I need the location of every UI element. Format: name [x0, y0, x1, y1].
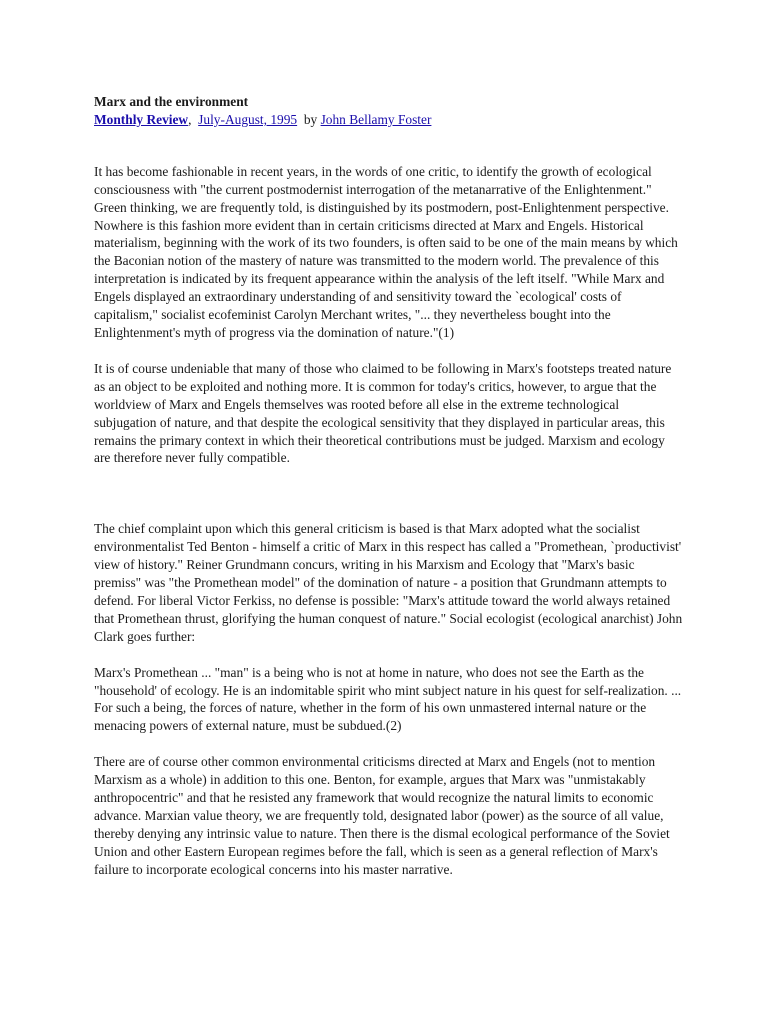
block-quote: Marx's Promethean ... "man" is a being who is not at home in nature, who does not see the Earth as the "household' of ecology. He is an indomitable spirit who mint subject nature in his quest for self-realization. ... For such a being, the forces of nature, whether in the form of his own unmastered internal nature or the menacing powers of external nature, must be subdued.(2) [94, 664, 682, 734]
paragraph-1: It has become fashionable in recent years, in the words of one critic, to identify the growth of ecological consciousness with "the current postmodernist interrogation of the metanarrative of the Enlightenment." Green thinking, we are frequently told, is distinguished by its postmodern, post-Enlightenment perspective. Nowhere is this fashion more evident than in certain criticisms directed at Marx and Engels. Historical materialism, beginning with the work of its two founders, is often said to be one of the main means by which the Baconian notion of the mastery of nature was transmitted to the modern world. The prevalence of this interpretation is indicated by its frequent appearance within the analysis of the left itself. "While Marx and Engels displayed an extraordinary understanding of and sensitivity toward the `ecological' costs of capitalism," socialist ecofeminist Carolyn Merchant writes, "... they nevertheless bought into the Enlightenment's myth of progress via the domination of nature."(1) [94, 163, 678, 340]
author-link[interactable]: John Bellamy Foster [320, 111, 432, 127]
publication-link[interactable]: Monthly Review [94, 111, 189, 127]
byline [94, 111, 684, 129]
paragraph-3: The chief complaint upon which this general criticism is based is that Marx adopted what the socialist environmentalist Ted Benton - himself a critic of Marx in this respect has called a "Promethean, `productivist' view of history." Reiner Grundmann concurs, writing in his Marxism and Ecology that "Marx's basic premiss" was "the Promethean model" of the domination of nature - a position that Grundmann attempts to defend. For liberal Victor Ferkiss, no defense is possible: "Marx's attitude toward the world always retained that Promethean thrust, glorifying the human conquest of nature." Social ecologist (ecological anarchist) John Clark goes further: [94, 521, 683, 644]
issue-link[interactable]: July-August, 1995 [198, 111, 298, 127]
paragraph-5: There are of course other common environmental criticisms directed at Marx and Engels (not to mention Marxism as a whole) in addition to this one. Benton, for example, argues that Marx was "unmistakably anthropocentric" and that he resisted any framework that would recognize the natural limits to economic advance. Marxian value theory, we are frequently told, designated labor (power) as the source of all value, thereby denying any intrinsic value to nature. Then there is the dismal ecological performance of the Soviet Union and other Eastern European regimes before the fall, which is seen as a general reflection of Marx's failure to incorporate ecological concerns into his master narrative. [94, 754, 670, 877]
byline-comma: , [188, 111, 192, 127]
paragraph-2: It is of course undeniable that many of those who claimed to be following in Marx's footsteps treated nature as an object to be exploited and nothing more. It is common for today's critics, however, to argue that the worldview of Marx and Engels themselves was rooted before all else in the extreme technological subjugation of nature, and that despite the ecological sensitivity that they displayed in particular areas, this remains the primary context in which their theoretical contributions must be judged. Marxism and ecology are therefore never fully compatible. [94, 360, 672, 466]
article-page [94, 93, 684, 879]
byline-by: by [303, 111, 318, 127]
article-title: Marx and the environment [94, 94, 249, 109]
